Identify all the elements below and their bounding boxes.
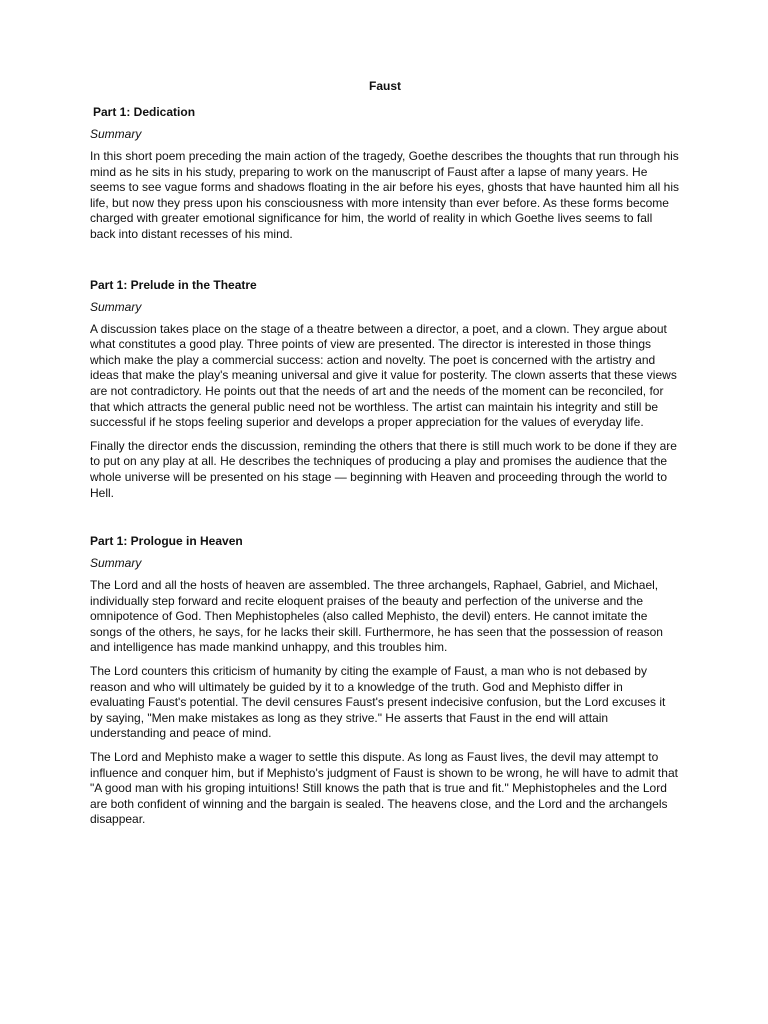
summary-label: Summary [90,299,142,314]
section-dedication [90,104,680,243]
paragraph: Finally the director ends the discussion, reminding the others that there is still much work to be done if they are to put on any play at all. He describes the techniques of producing a play and promises the audience that the whole universe will be presented on his stage — beginning with Heaven and proceeding through the world to Hell. [90,438,677,500]
paragraph: A discussion takes place on the stage of a theatre between a director, a poet, and a clown. They argue about what constitutes a good play. Three points of view are presented. The director is interested in those things which make the play a commercial success: action and novelty. The poet is concerned with the artistry and ideas that make the play's meaning universal and give it value for posterity. The clown asserts that these views are not contradictory. He points out that the needs of art and the needs of the moment can be reconciled, for that which attracts the general public need not be worthless. The artist can maintain his integrity and still be successful if he stops feeling superior and develops a proper appreciation for the values of everyday life. [90,321,677,430]
summary-label: Summary [90,127,142,141]
paragraph: In this short poem preceding the main action of the tragedy, Goethe describes the thoughts that run through his mind as he sits in his study, preparing to work on the manuscript of Faust after a lapse of many years. He seems to see vague forms and shadows floating in the air before his eyes, ghosts that have haunted him all his life, but now they press upon his consciousness with more intensity than ever before. As these forms become charged with greater emotional significance for him, the world of reality in which Goethe lives seems to fall back into distant recesses of his mind. [90,149,680,241]
section-heading: Part 1: Prologue in Heaven [90,534,243,549]
paragraph: The Lord and all the hosts of heaven are assembled. The three archangels, Raphael, Gabriel, and Michael, individually step forward and recite eloquent praises of the beauty and perfection of the universe and the omnipotence of God. Then Mephistopheles (also called Mephisto, the devil) enters. He cannot imitate the songs of the others, he says, for he lacks their skill. Furthermore, he has seen that the possession of reason and intelligence has made mankind unhappy, and this troubles him. [90,578,663,655]
section-heading: Part 1: Dedication [93,105,196,119]
section-prologue [90,533,680,828]
section-heading: Part 1: Prelude in the Theatre [90,277,257,292]
section-prelude [90,277,680,502]
section-spacer [90,509,680,533]
paragraph: The Lord and Mephisto make a wager to settle this dispute. As long as Faust lives, the devil may attempt to influence and conquer him, but if Mephisto's judgment of Faust is shown to be wrong, he will have to admit that "A good man with his groping intuitions! Still knows the path that is true and fit." Mephistopheles and the Lord are both confident of winning and the bargain is sealed. The heavens close, and the Lord and the archangels disappear. [90,750,678,827]
summary-label: Summary [90,556,142,571]
section-spacer [90,251,680,277]
document-title: Faust [368,79,401,93]
paragraph: The Lord counters this criticism of humanity by citing the example of Faust, a man who is not debased by reason and who will ultimately be guided by it to a knowledge of the truth. God and Mephisto differ in evaluating Faust's potential. The devil censures Faust's present indecisive confusion, but the Lord excuses it by saying, "Men make mistakes as long as they strive." He asserts that Faust in the end will attain understanding and peace of mind. [90,664,666,741]
document-page [90,78,680,836]
